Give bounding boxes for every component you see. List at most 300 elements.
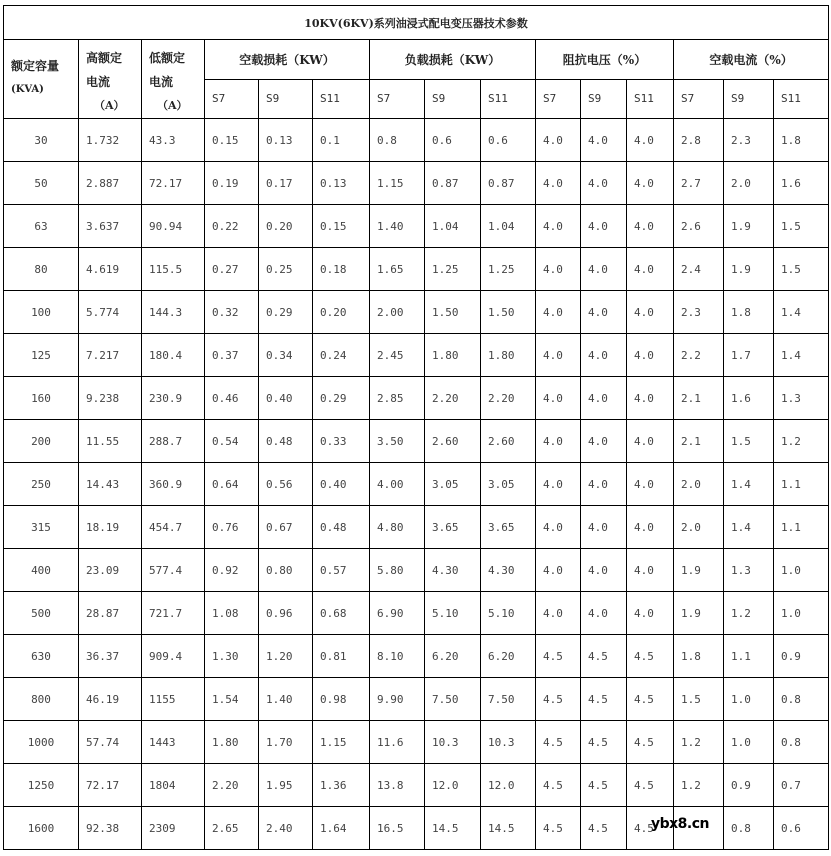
- cell-no-load-current-s7: 2.7: [674, 162, 724, 205]
- cell-no-load-loss-s9: 0.25: [259, 248, 313, 291]
- cell-no-load-current-s11: 0.8: [774, 678, 829, 721]
- cell-no-load-current-s7: 2.1: [674, 420, 724, 463]
- cell-low-current: 909.4: [142, 635, 205, 678]
- cell-no-load-loss-s11: 0.68: [313, 592, 370, 635]
- cell-high-current: 2.887: [79, 162, 142, 205]
- cell-capacity: 100: [4, 291, 79, 334]
- table-row: [4, 291, 829, 334]
- cell-impedance-s9: 4.0: [581, 377, 627, 420]
- cell-capacity: 315: [4, 506, 79, 549]
- cell-capacity: 500: [4, 592, 79, 635]
- cell-impedance-s9: 4.0: [581, 334, 627, 377]
- cell-no-load-loss-s9: 0.17: [259, 162, 313, 205]
- cell-load-loss-s11: 3.05: [481, 463, 536, 506]
- cell-high-current: 14.43: [79, 463, 142, 506]
- cell-low-current: 1804: [142, 764, 205, 807]
- cell-no-load-current-s11: 0.9: [774, 635, 829, 678]
- cell-no-load-loss-s9: 0.20: [259, 205, 313, 248]
- subheader-s7: S7: [536, 79, 581, 119]
- cell-no-load-current-s9: 1.5: [724, 420, 774, 463]
- cell-no-load-current-s9: 1.3: [724, 549, 774, 592]
- cell-no-load-loss-s7: 0.27: [205, 248, 259, 291]
- cell-load-loss-s11: 0.6: [481, 119, 536, 162]
- cell-load-loss-s9: 3.05: [425, 463, 481, 506]
- cell-impedance-s7: 4.0: [536, 248, 581, 291]
- cell-impedance-s7: 4.0: [536, 549, 581, 592]
- cell-no-load-loss-s9: 0.29: [259, 291, 313, 334]
- cell-no-load-loss-s9: 0.13: [259, 119, 313, 162]
- cell-load-loss-s11: 6.20: [481, 635, 536, 678]
- cell-no-load-current-s11: 1.4: [774, 291, 829, 334]
- cell-no-load-loss-s7: 1.30: [205, 635, 259, 678]
- subheader-s9: S9: [581, 79, 627, 119]
- cell-no-load-loss-s7: 0.54: [205, 420, 259, 463]
- subheader-s7: S7: [205, 79, 259, 119]
- header-low-current: [142, 40, 205, 119]
- cell-no-load-loss-s7: 0.32: [205, 291, 259, 334]
- cell-impedance-s9: 4.0: [581, 119, 627, 162]
- cell-no-load-current-s9: 1.7: [724, 334, 774, 377]
- header-low-current-line1: 低额定: [149, 51, 186, 65]
- cell-low-current: 288.7: [142, 420, 205, 463]
- cell-no-load-current-s11: 1.5: [774, 248, 829, 291]
- header-low-current-unit: （A）: [157, 99, 188, 112]
- cell-no-load-loss-s11: 1.36: [313, 764, 370, 807]
- cell-capacity: 200: [4, 420, 79, 463]
- cell-no-load-current-s7: 1.9: [674, 592, 724, 635]
- cell-impedance-s11: 4.0: [627, 549, 674, 592]
- cell-no-load-loss-s9: 0.48: [259, 420, 313, 463]
- cell-impedance-s7: 4.0: [536, 291, 581, 334]
- cell-no-load-loss-s9: 0.40: [259, 377, 313, 420]
- header-no-load-loss: 空载损耗（KW）: [205, 40, 370, 80]
- cell-no-load-current-s7: 1.2: [674, 721, 724, 764]
- cell-impedance-s11: 4.5: [627, 678, 674, 721]
- cell-no-load-loss-s11: 1.64: [313, 807, 370, 850]
- cell-no-load-current-s7: 2.4: [674, 248, 724, 291]
- cell-no-load-current-s9: 1.0: [724, 721, 774, 764]
- cell-high-current: 92.38: [79, 807, 142, 850]
- cell-no-load-loss-s9: 0.34: [259, 334, 313, 377]
- cell-no-load-current-s9: 1.4: [724, 506, 774, 549]
- cell-impedance-s11: 4.0: [627, 506, 674, 549]
- subheader-s9: S9: [724, 79, 774, 119]
- cell-impedance-s9: 4.0: [581, 549, 627, 592]
- cell-impedance-s9: 4.5: [581, 635, 627, 678]
- cell-low-current: 43.3: [142, 119, 205, 162]
- table-row: [4, 205, 829, 248]
- cell-capacity: 630: [4, 635, 79, 678]
- cell-low-current: 2309: [142, 807, 205, 850]
- cell-impedance-s9: 4.0: [581, 205, 627, 248]
- cell-load-loss-s9: 6.20: [425, 635, 481, 678]
- subheader-s11: S11: [481, 79, 536, 119]
- cell-load-loss-s11: 14.5: [481, 807, 536, 850]
- cell-load-loss-s9: 1.50: [425, 291, 481, 334]
- cell-no-load-current-s9: 0.9: [724, 764, 774, 807]
- cell-capacity: 400: [4, 549, 79, 592]
- header-low-current-line2: 电流: [149, 75, 174, 89]
- cell-no-load-current-s11: 1.5: [774, 205, 829, 248]
- subheader-s11: S11: [627, 79, 674, 119]
- cell-impedance-s7: 4.0: [536, 162, 581, 205]
- cell-load-loss-s11: 2.20: [481, 377, 536, 420]
- cell-load-loss-s11: 12.0: [481, 764, 536, 807]
- cell-load-loss-s7: 1.65: [370, 248, 425, 291]
- cell-no-load-loss-s11: 0.40: [313, 463, 370, 506]
- table-body: [4, 119, 829, 850]
- table-row: [4, 678, 829, 721]
- cell-low-current: 577.4: [142, 549, 205, 592]
- cell-no-load-current-s9: 1.9: [724, 205, 774, 248]
- cell-load-loss-s11: 1.25: [481, 248, 536, 291]
- cell-load-loss-s9: 0.87: [425, 162, 481, 205]
- cell-no-load-current-s11: 1.3: [774, 377, 829, 420]
- cell-no-load-current-s9: 1.8: [724, 291, 774, 334]
- cell-impedance-s11: 4.0: [627, 463, 674, 506]
- cell-impedance-s7: 4.0: [536, 463, 581, 506]
- cell-impedance-s9: 4.0: [581, 506, 627, 549]
- cell-no-load-current-s7: 2.1: [674, 377, 724, 420]
- cell-impedance-s7: 4.5: [536, 635, 581, 678]
- cell-impedance-s7: 4.5: [536, 678, 581, 721]
- cell-load-loss-s11: 2.60: [481, 420, 536, 463]
- cell-no-load-loss-s7: 0.76: [205, 506, 259, 549]
- header-capacity: [4, 40, 79, 119]
- cell-impedance-s9: 4.5: [581, 764, 627, 807]
- table-row: [4, 635, 829, 678]
- table-row: [4, 248, 829, 291]
- cell-high-current: 7.217: [79, 334, 142, 377]
- cell-high-current: 36.37: [79, 635, 142, 678]
- subheader-s7: S7: [674, 79, 724, 119]
- cell-no-load-loss-s11: 0.18: [313, 248, 370, 291]
- cell-load-loss-s9: 5.10: [425, 592, 481, 635]
- header-load-loss: 负载损耗（KW）: [370, 40, 536, 80]
- cell-load-loss-s7: 16.5: [370, 807, 425, 850]
- cell-load-loss-s9: 14.5: [425, 807, 481, 850]
- cell-low-current: 115.5: [142, 248, 205, 291]
- table-row: [4, 506, 829, 549]
- cell-impedance-s9: 4.5: [581, 678, 627, 721]
- cell-no-load-current-s11: 1.8: [774, 119, 829, 162]
- cell-no-load-current-s7: 2.6: [674, 205, 724, 248]
- cell-no-load-current-s11: 1.6: [774, 162, 829, 205]
- cell-capacity: 1000: [4, 721, 79, 764]
- cell-no-load-loss-s11: 0.1: [313, 119, 370, 162]
- cell-no-load-current-s7: 1.5: [674, 678, 724, 721]
- subheader-s11: S11: [774, 79, 829, 119]
- cell-no-load-current-s11: 0.7: [774, 764, 829, 807]
- cell-no-load-current-s11: 1.1: [774, 463, 829, 506]
- cell-load-loss-s11: 0.87: [481, 162, 536, 205]
- cell-no-load-current-s11: 1.0: [774, 592, 829, 635]
- cell-capacity: 160: [4, 377, 79, 420]
- cell-impedance-s11: 4.0: [627, 377, 674, 420]
- cell-impedance-s7: 4.0: [536, 506, 581, 549]
- cell-no-load-current-s11: 0.8: [774, 721, 829, 764]
- cell-no-load-loss-s7: 0.37: [205, 334, 259, 377]
- cell-no-load-loss-s11: 0.33: [313, 420, 370, 463]
- table-row: [4, 592, 829, 635]
- cell-low-current: 454.7: [142, 506, 205, 549]
- cell-impedance-s7: 4.0: [536, 205, 581, 248]
- cell-impedance-s9: 4.0: [581, 420, 627, 463]
- cell-load-loss-s7: 1.15: [370, 162, 425, 205]
- cell-impedance-s11: 4.0: [627, 334, 674, 377]
- cell-impedance-s7: 4.5: [536, 807, 581, 850]
- cell-no-load-loss-s7: 2.65: [205, 807, 259, 850]
- cell-capacity: 63: [4, 205, 79, 248]
- table-row: [4, 334, 829, 377]
- cell-no-load-current-s11: 1.1: [774, 506, 829, 549]
- cell-capacity: 250: [4, 463, 79, 506]
- cell-load-loss-s7: 3.50: [370, 420, 425, 463]
- cell-impedance-s11: 4.5: [627, 635, 674, 678]
- cell-low-current: 180.4: [142, 334, 205, 377]
- cell-high-current: 72.17: [79, 764, 142, 807]
- cell-load-loss-s11: 1.50: [481, 291, 536, 334]
- cell-no-load-loss-s7: 2.20: [205, 764, 259, 807]
- cell-no-load-current-s7: 1.8: [674, 635, 724, 678]
- header-capacity-unit: (KVA): [11, 84, 44, 95]
- cell-impedance-s9: 4.0: [581, 248, 627, 291]
- cell-no-load-loss-s7: 0.15: [205, 119, 259, 162]
- cell-impedance-s9: 4.0: [581, 592, 627, 635]
- cell-low-current: 90.94: [142, 205, 205, 248]
- cell-load-loss-s7: 1.40: [370, 205, 425, 248]
- header-high-current-line2: 电流: [86, 75, 111, 89]
- cell-load-loss-s7: 2.85: [370, 377, 425, 420]
- cell-no-load-current-s11: 1.2: [774, 420, 829, 463]
- cell-capacity: 1250: [4, 764, 79, 807]
- table-row: [4, 721, 829, 764]
- cell-capacity: 30: [4, 119, 79, 162]
- cell-capacity: 800: [4, 678, 79, 721]
- cell-no-load-loss-s7: 0.92: [205, 549, 259, 592]
- subheader-s11: S11: [313, 79, 370, 119]
- cell-no-load-loss-s11: 0.29: [313, 377, 370, 420]
- cell-load-loss-s9: 4.30: [425, 549, 481, 592]
- cell-no-load-loss-s9: 0.80: [259, 549, 313, 592]
- cell-no-load-loss-s9: 1.95: [259, 764, 313, 807]
- cell-no-load-loss-s11: 0.13: [313, 162, 370, 205]
- cell-no-load-loss-s9: 0.56: [259, 463, 313, 506]
- cell-no-load-loss-s11: 0.57: [313, 549, 370, 592]
- cell-no-load-loss-s11: 0.20: [313, 291, 370, 334]
- cell-no-load-loss-s9: 1.70: [259, 721, 313, 764]
- cell-load-loss-s11: 1.80: [481, 334, 536, 377]
- cell-high-current: 4.619: [79, 248, 142, 291]
- table-row: [4, 463, 829, 506]
- table-row: [4, 764, 829, 807]
- cell-no-load-current-s9: 1.4: [724, 463, 774, 506]
- cell-no-load-current-s7: 1.9: [674, 549, 724, 592]
- cell-no-load-loss-s11: 0.81: [313, 635, 370, 678]
- cell-load-loss-s9: 2.20: [425, 377, 481, 420]
- cell-no-load-current-s9: 1.1: [724, 635, 774, 678]
- cell-low-current: 1443: [142, 721, 205, 764]
- table-row: [4, 549, 829, 592]
- cell-no-load-current-s9: 2.3: [724, 119, 774, 162]
- cell-impedance-s11: 4.5: [627, 764, 674, 807]
- cell-no-load-current-s9: 0.8: [724, 807, 774, 850]
- cell-high-current: 28.87: [79, 592, 142, 635]
- transformer-spec-table: [3, 5, 829, 850]
- subheader-s7: S7: [370, 79, 425, 119]
- cell-low-current: 1155: [142, 678, 205, 721]
- cell-impedance-s7: 4.5: [536, 721, 581, 764]
- cell-no-load-loss-s7: 0.22: [205, 205, 259, 248]
- cell-low-current: 72.17: [142, 162, 205, 205]
- cell-load-loss-s7: 4.00: [370, 463, 425, 506]
- cell-high-current: 3.637: [79, 205, 142, 248]
- cell-no-load-current-s7: 2.0: [674, 506, 724, 549]
- header-high-current-unit: （A）: [94, 99, 125, 112]
- table-row: [4, 420, 829, 463]
- table-row: [4, 377, 829, 420]
- cell-no-load-loss-s7: 1.08: [205, 592, 259, 635]
- cell-load-loss-s11: 5.10: [481, 592, 536, 635]
- cell-load-loss-s7: 8.10: [370, 635, 425, 678]
- watermark: ybx8.cn: [651, 816, 710, 832]
- cell-impedance-s11: 4.0: [627, 162, 674, 205]
- cell-load-loss-s9: 7.50: [425, 678, 481, 721]
- cell-impedance-s7: 4.0: [536, 377, 581, 420]
- cell-load-loss-s7: 11.6: [370, 721, 425, 764]
- cell-impedance-s7: 4.0: [536, 420, 581, 463]
- cell-load-loss-s7: 9.90: [370, 678, 425, 721]
- cell-capacity: 125: [4, 334, 79, 377]
- cell-no-load-loss-s11: 1.15: [313, 721, 370, 764]
- cell-impedance-s11: 4.0: [627, 592, 674, 635]
- cell-no-load-current-s7: 2.8: [674, 119, 724, 162]
- table-row: [4, 119, 829, 162]
- cell-capacity: 80: [4, 248, 79, 291]
- cell-load-loss-s7: 13.8: [370, 764, 425, 807]
- cell-load-loss-s7: 6.90: [370, 592, 425, 635]
- cell-load-loss-s11: 3.65: [481, 506, 536, 549]
- cell-no-load-loss-s7: 0.64: [205, 463, 259, 506]
- cell-load-loss-s7: 5.80: [370, 549, 425, 592]
- cell-low-current: 230.9: [142, 377, 205, 420]
- cell-no-load-current-s7: 2.3: [674, 291, 724, 334]
- cell-load-loss-s9: 0.6: [425, 119, 481, 162]
- cell-no-load-current-s11: 0.6: [774, 807, 829, 850]
- cell-high-current: 9.238: [79, 377, 142, 420]
- cell-no-load-loss-s9: 2.40: [259, 807, 313, 850]
- cell-load-loss-s9: 12.0: [425, 764, 481, 807]
- cell-no-load-current-s9: 1.6: [724, 377, 774, 420]
- cell-impedance-s7: 4.5: [536, 764, 581, 807]
- cell-no-load-loss-s9: 0.67: [259, 506, 313, 549]
- cell-no-load-loss-s11: 0.98: [313, 678, 370, 721]
- cell-impedance-s7: 4.0: [536, 592, 581, 635]
- cell-impedance-s11: 4.0: [627, 205, 674, 248]
- cell-no-load-current-s9: 1.2: [724, 592, 774, 635]
- cell-high-current: 57.74: [79, 721, 142, 764]
- cell-no-load-current-s7: 2.0: [674, 463, 724, 506]
- cell-no-load-loss-s11: 0.48: [313, 506, 370, 549]
- cell-impedance-s7: 4.0: [536, 334, 581, 377]
- cell-impedance-s9: 4.0: [581, 291, 627, 334]
- cell-impedance-s11: 4.0: [627, 119, 674, 162]
- cell-no-load-loss-s9: 1.20: [259, 635, 313, 678]
- header-impedance-voltage: 阻抗电压（%）: [536, 40, 674, 80]
- table-title: 10KV(6KV)系列油浸式配电变压器技术参数: [4, 6, 829, 40]
- cell-no-load-current-s9: 2.0: [724, 162, 774, 205]
- cell-no-load-current-s9: 1.9: [724, 248, 774, 291]
- cell-load-loss-s7: 2.45: [370, 334, 425, 377]
- cell-no-load-loss-s7: 1.80: [205, 721, 259, 764]
- cell-impedance-s11: 4.5: [627, 807, 674, 850]
- cell-low-current: 360.9: [142, 463, 205, 506]
- cell-impedance-s11: 4.0: [627, 420, 674, 463]
- cell-impedance-s9: 4.0: [581, 162, 627, 205]
- cell-load-loss-s9: 1.25: [425, 248, 481, 291]
- cell-no-load-current-s9: 1.0: [724, 678, 774, 721]
- cell-high-current: 1.732: [79, 119, 142, 162]
- cell-impedance-s9: 4.5: [581, 807, 627, 850]
- cell-load-loss-s9: 1.04: [425, 205, 481, 248]
- table-row: [4, 162, 829, 205]
- cell-no-load-current-s7: 2.2: [674, 334, 724, 377]
- cell-no-load-loss-s7: 1.54: [205, 678, 259, 721]
- cell-no-load-current-s11: 1.0: [774, 549, 829, 592]
- cell-impedance-s7: 4.0: [536, 119, 581, 162]
- cell-load-loss-s11: 7.50: [481, 678, 536, 721]
- cell-high-current: 11.55: [79, 420, 142, 463]
- cell-high-current: 23.09: [79, 549, 142, 592]
- subheader-s9: S9: [259, 79, 313, 119]
- cell-load-loss-s7: 4.80: [370, 506, 425, 549]
- cell-load-loss-s9: 1.80: [425, 334, 481, 377]
- cell-no-load-loss-s11: 0.15: [313, 205, 370, 248]
- cell-load-loss-s9: 2.60: [425, 420, 481, 463]
- cell-impedance-s11: 4.5: [627, 721, 674, 764]
- cell-capacity: 50: [4, 162, 79, 205]
- cell-no-load-current-s7: 1.2: [674, 764, 724, 807]
- cell-load-loss-s11: 4.30: [481, 549, 536, 592]
- header-no-load-current: 空载电流（%）: [674, 40, 829, 80]
- cell-impedance-s11: 4.0: [627, 291, 674, 334]
- cell-load-loss-s11: 10.3: [481, 721, 536, 764]
- cell-high-current: 5.774: [79, 291, 142, 334]
- cell-no-load-loss-s7: 0.46: [205, 377, 259, 420]
- cell-load-loss-s7: 2.00: [370, 291, 425, 334]
- subheader-s9: S9: [425, 79, 481, 119]
- cell-impedance-s11: 4.0: [627, 248, 674, 291]
- cell-capacity: 1600: [4, 807, 79, 850]
- header-high-current-line1: 高额定: [86, 51, 123, 65]
- cell-impedance-s9: 4.5: [581, 721, 627, 764]
- cell-load-loss-s9: 3.65: [425, 506, 481, 549]
- cell-load-loss-s11: 1.04: [481, 205, 536, 248]
- cell-impedance-s9: 4.0: [581, 463, 627, 506]
- cell-low-current: 721.7: [142, 592, 205, 635]
- cell-no-load-loss-s7: 0.19: [205, 162, 259, 205]
- cell-no-load-loss-s9: 0.96: [259, 592, 313, 635]
- cell-no-load-current-s11: 1.4: [774, 334, 829, 377]
- cell-no-load-loss-s9: 1.40: [259, 678, 313, 721]
- cell-no-load-loss-s11: 0.24: [313, 334, 370, 377]
- cell-high-current: 18.19: [79, 506, 142, 549]
- cell-load-loss-s7: 0.8: [370, 119, 425, 162]
- header-high-current: [79, 40, 142, 119]
- cell-high-current: 46.19: [79, 678, 142, 721]
- header-capacity-label: 额定容量: [11, 59, 60, 73]
- cell-low-current: 144.3: [142, 291, 205, 334]
